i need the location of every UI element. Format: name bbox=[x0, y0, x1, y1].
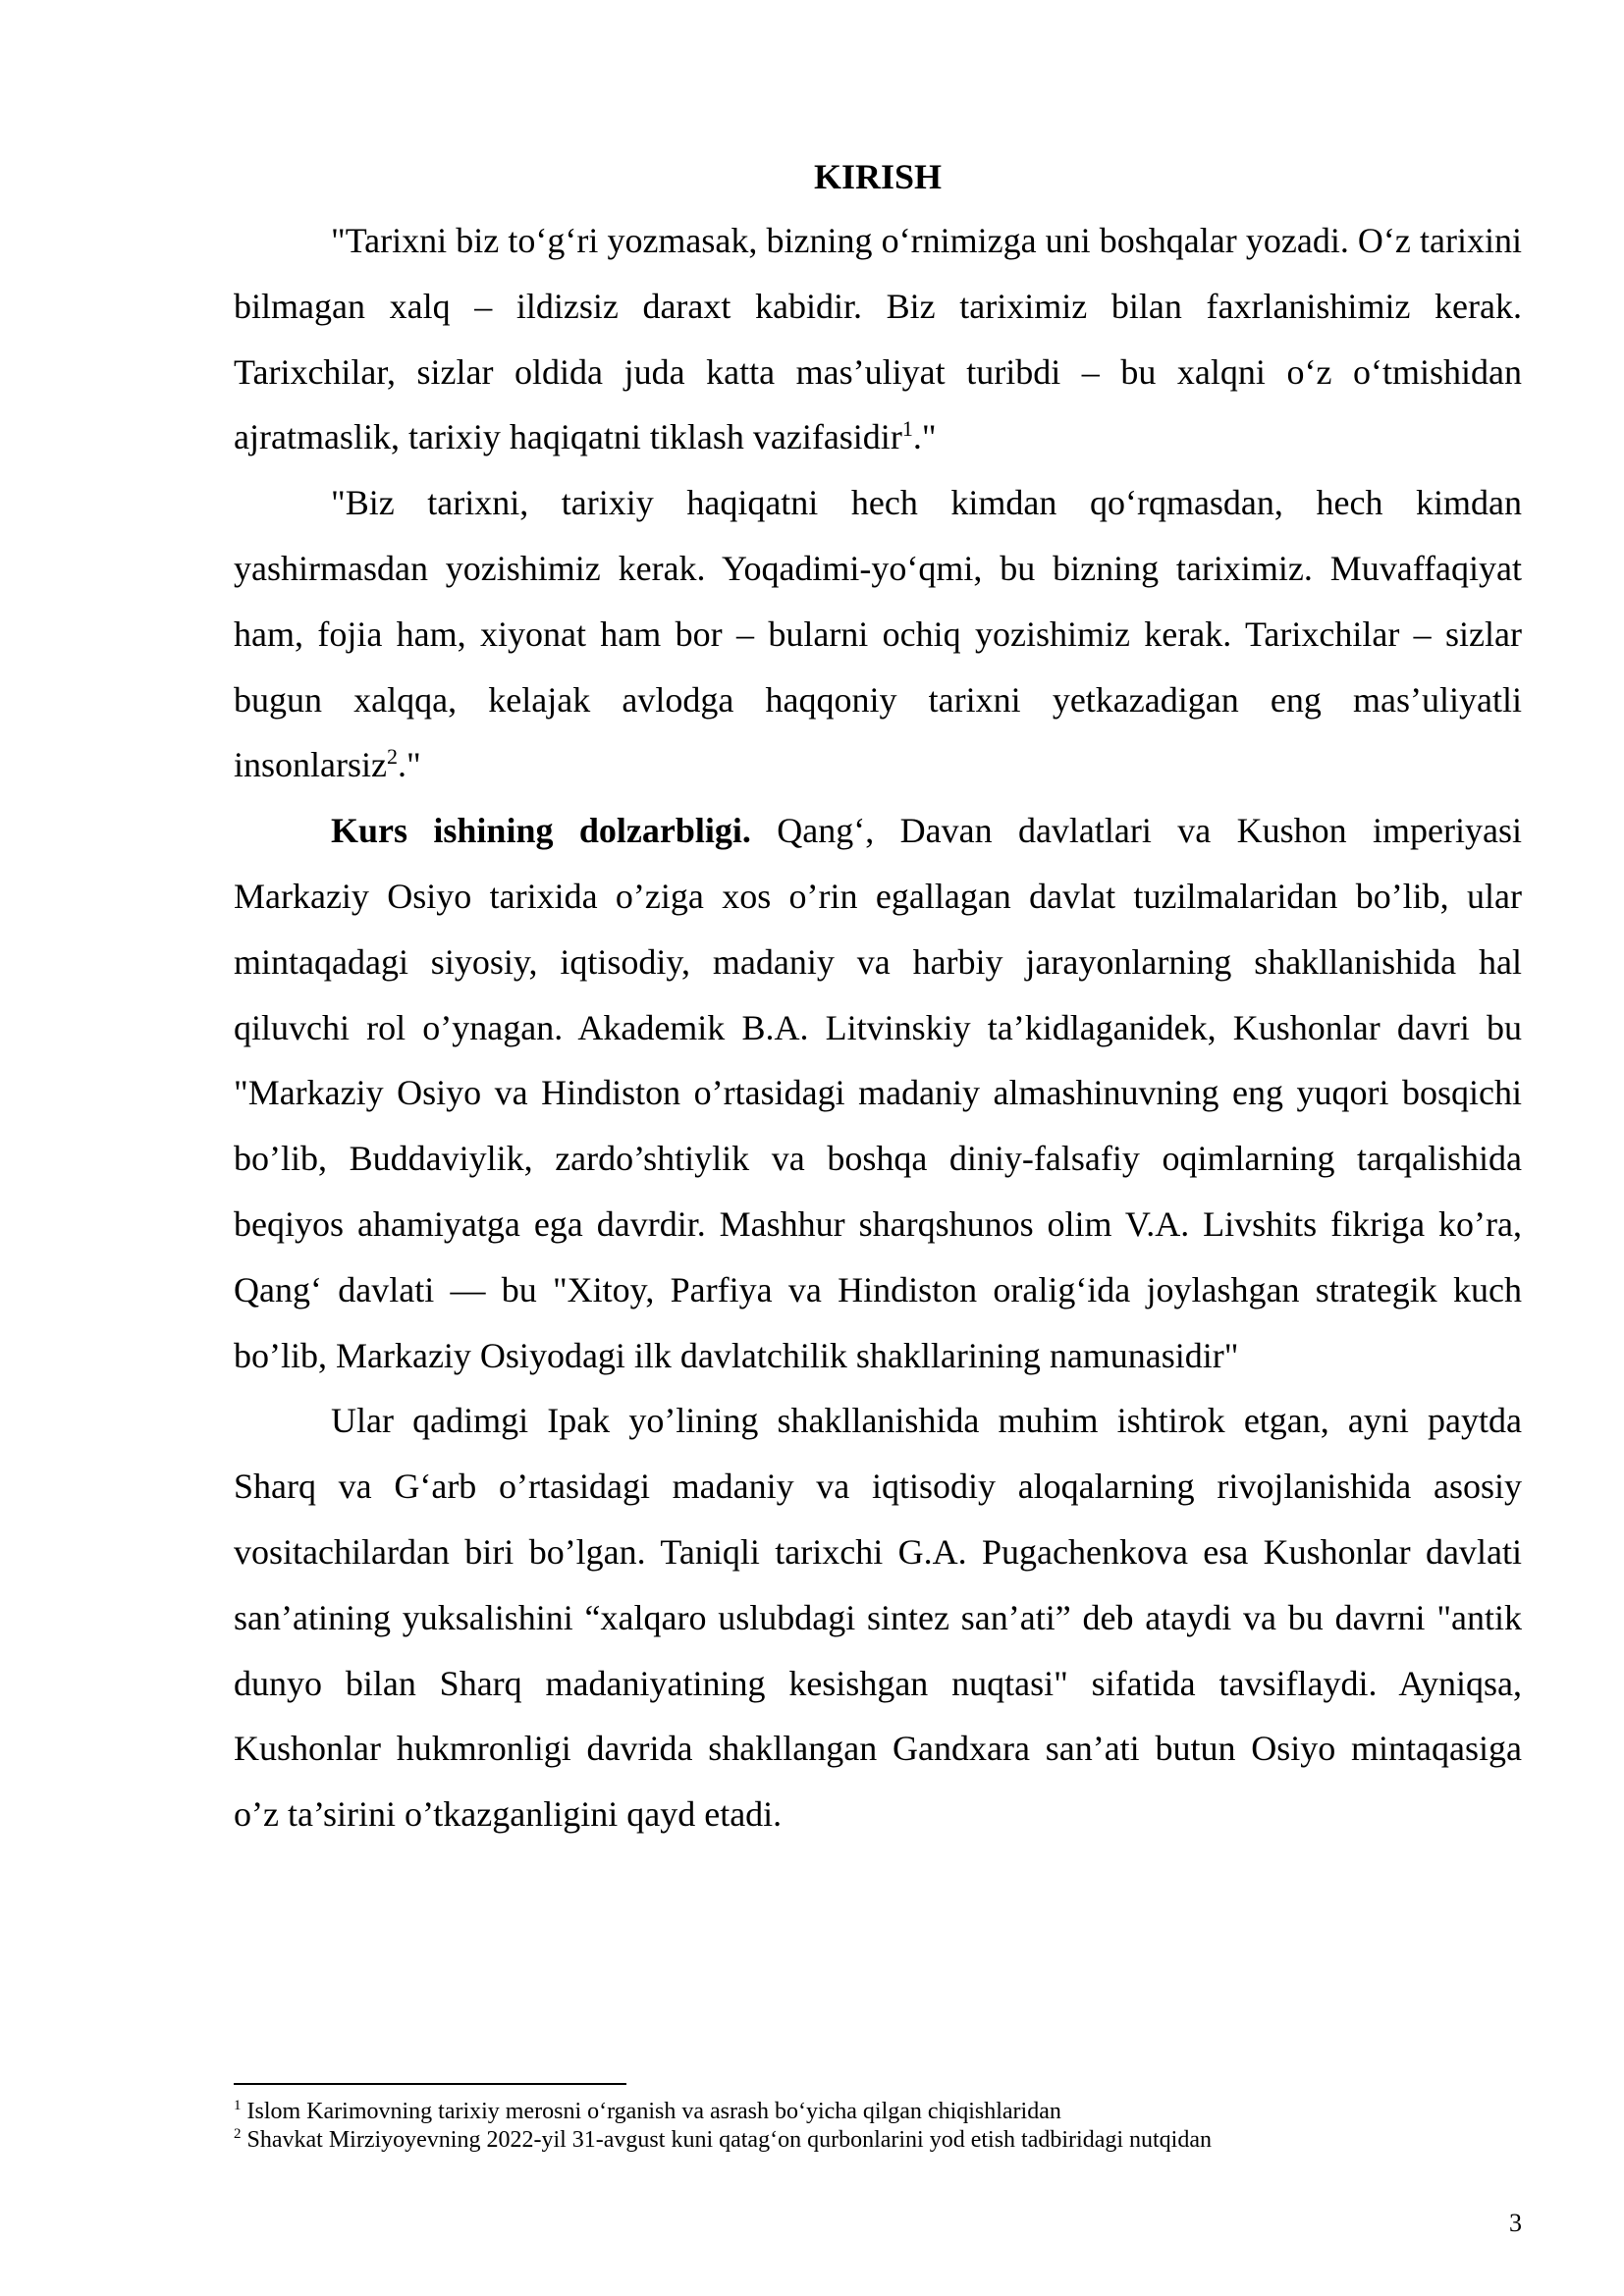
paragraph-text: Ular qadimgi Ipak yo’lining shakllanishida muhim ishtirok etgan, ayni paytda Sharq va G‘arb o’rtasidagi madaniy va iqtisodiy aloqalarning rivojlanishida asosiy vositachilardan biri bo’lgan. Taniqli tarixchi G.A. Pugachenkova esa Kushonlar davlati san’atining yuksalishini “xalqaro uslubdagi sintez san’ati” deb ataydi va bu davrni "antik dunyo bilan Sharq madaniyatining kesishgan nuqtasi" sifatida tavsiflaydi. Ayniqsa, Kushonlar hukmronligi davrida shakllangan Gandxara san’ati butun Osiyo mintaqasiga o’z ta’sirini o’tkazganligini qayd etadi. bbox=[234, 1401, 1522, 1835]
paragraph-text: Qang‘, Davan davlatlari va Kushon imperiyasi Markaziy Osiyo tarixida o’ziga xos o’rin egallagan davlat tuzilmalaridan bo’lib, ular mintaqadagi siyosiy, iqtisodiy, madaniy va harbiy jarayonlarning shakllanishida hal qiluvchi rol o’ynagan. Akademik B.A. Litvinskiy ta’kidlaganidek, Kushonlar davri bu "Markaziy Osiyo va Hindiston o’rtasidagi madaniy almashinuvning eng yuqori bosqichi bo’lib, Buddaviylik, zardo’shtiylik va boshqa diniy-falsafiy oqimlarning tarqalishida beqiyos ahamiyatga ega davrdir. Mashhur sharqshunos olim V.A. Livshits fikriga ko’ra, Qang‘ davlati — bu "Xitoy, Parfiya va Hindiston oralig‘ida joylashgan strategik kuch bo’lib, Markaziy Osiyodagi ilk davlatchilik shakllarining namunasidir" bbox=[234, 811, 1522, 1375]
footnotes bbox=[234, 2098, 1522, 2155]
footnote-reference-2[interactable]: 2 bbox=[386, 744, 398, 770]
footnote-text: Islom Karimovning tarixiy merosni o‘rganish va asrash bo‘yicha qilgan chiqishlaridan bbox=[241, 2099, 1061, 2124]
page-title: KIRISH bbox=[813, 157, 943, 196]
paragraph-relevance bbox=[234, 798, 1522, 1388]
paragraph-quote-2 bbox=[234, 470, 1522, 798]
paragraph-quote-1 bbox=[234, 208, 1522, 470]
footnote-number: 1 bbox=[234, 2098, 242, 2113]
footnote-text: Shavkat Mirziyoyevning 2022-yil 31-avgust kuni qatag‘on qurbonlarini yod etish tadbiridagi nutqidan bbox=[241, 2127, 1212, 2153]
footnote-reference-1[interactable]: 1 bbox=[901, 416, 913, 442]
footnote-1 bbox=[234, 2098, 1522, 2126]
paragraph-silk-road bbox=[234, 1388, 1522, 1847]
document-body bbox=[234, 147, 1522, 1847]
footnote-separator bbox=[234, 2083, 626, 2085]
paragraph-text: "Tarixni biz to‘g‘ri yozmasak, bizning o‘rnimizga uni boshqalar yozadi. O‘z tarixini bilmagan xalq – ildizsiz daraxt kabidir. Biz tariximiz bilan faxrlanishimiz kerak. Tarixchilar, sizlar oldida juda katta mas’uliyat turibdi – bu xalqni o‘z o‘tmishidan ajratmaslik, tarixiy haqiqatni tiklash vazifasidir bbox=[234, 221, 1522, 457]
paragraph-text: "Biz tarixni, tarixiy haqiqatni hech kimdan qo‘rqmasdan, hech kimdan yashirmasdan yozishimiz kerak. Yoqadimi-yo‘qmi, bu bizning tariximiz. Muvaffaqiyat ham, fojia ham, xiyonat ham bor – bularni ochiq yozishimiz kerak. Tarixchilar – sizlar bugun xalqqa, kelajak avlodga haqqoniy tarixni yetkazadigan eng mas’uliyatli insonlarsiz bbox=[234, 483, 1522, 785]
paragraph-tail: ." bbox=[912, 417, 937, 457]
page-number: 3 bbox=[1509, 2209, 1522, 2237]
section-lead-heading: Kurs ishining dolzarbligi. bbox=[331, 811, 751, 851]
footnote-2 bbox=[234, 2126, 1522, 2155]
paragraph-tail: ." bbox=[397, 745, 421, 785]
footnote-number: 2 bbox=[234, 2126, 242, 2142]
